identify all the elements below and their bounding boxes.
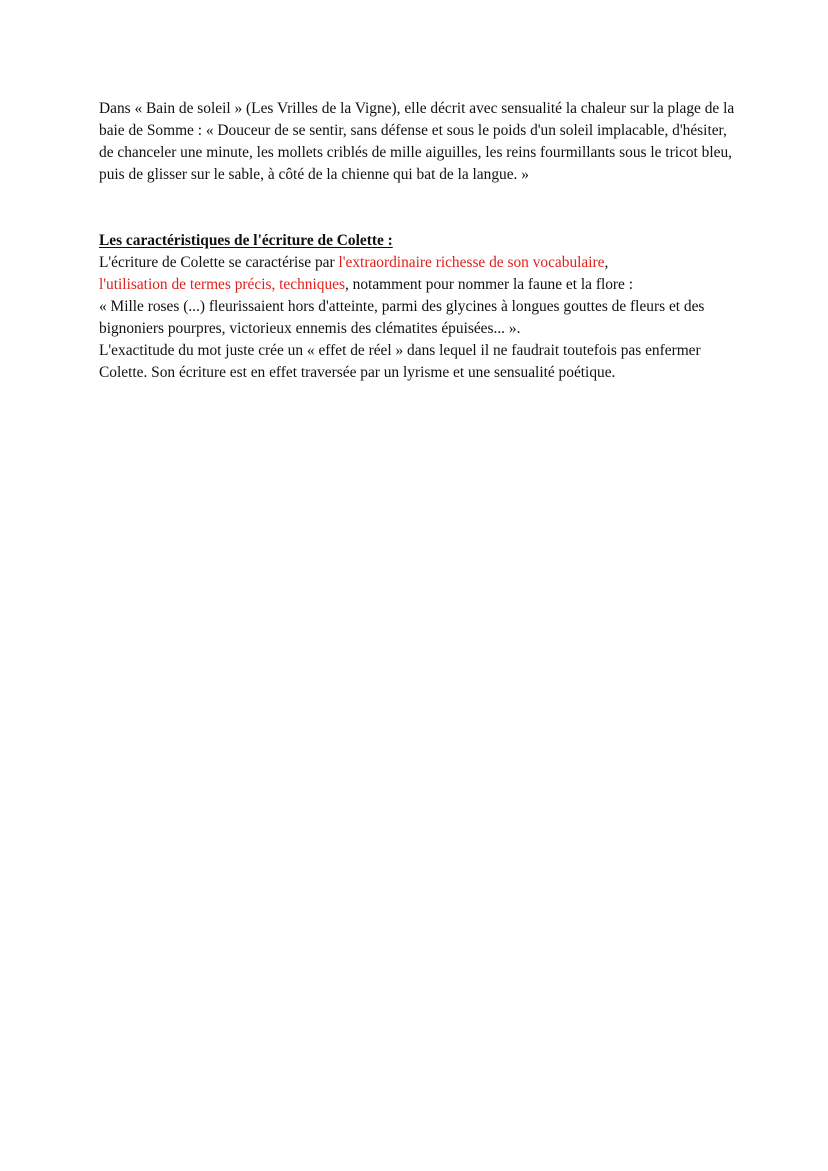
paragraph-bain-de-soleil: Dans « Bain de soleil » (Les Vrilles de la Vigne), elle décrit avec sensualité la chaleur sur la plage de la baie de Somme : « Douceur de se sentir, sans défense et sous le poids d'un soleil implacable, d'hésiter, de chanceler une minute, les mollets criblés de mille aiguilles, les reins fourmillants sous le tricot bleu, puis de glisser sur le sable, à côté de la chienne qui bat de la langue. » — [99, 100, 735, 183]
document-body — [99, 98, 739, 384]
highlight-termes-precis: l'utilisation de termes précis, techniques — [99, 276, 345, 293]
highlight-vocabulaire: l'extraordinaire richesse de son vocabulaire — [338, 254, 605, 271]
section-caracteristiques — [99, 230, 739, 384]
intro-separator: , — [604, 254, 609, 271]
paragraph-conclusion: L'exactitude du mot juste crée un « effet de réel » dans lequel il ne faudrait toutefois pas enfermer Colette. Son écriture est en effet traversée par un lyrisme et une sensualité poétique. — [99, 342, 701, 381]
section-intro — [99, 252, 739, 296]
quote-mille-roses: « Mille roses (...) fleurissaient hors d'atteinte, parmi des glycines à longues gouttes de fleurs et des bignoniers pourpres, victorieux ennemis des clématites épuisées... ». — [99, 298, 705, 337]
intro-text-after: , notamment pour nommer la faune et la flore : — [344, 276, 634, 293]
intro-text-before: L'écriture de Colette se caractérise par — [99, 254, 339, 271]
section-title: Les caractéristiques de l'écriture de Colette : — [99, 232, 393, 249]
